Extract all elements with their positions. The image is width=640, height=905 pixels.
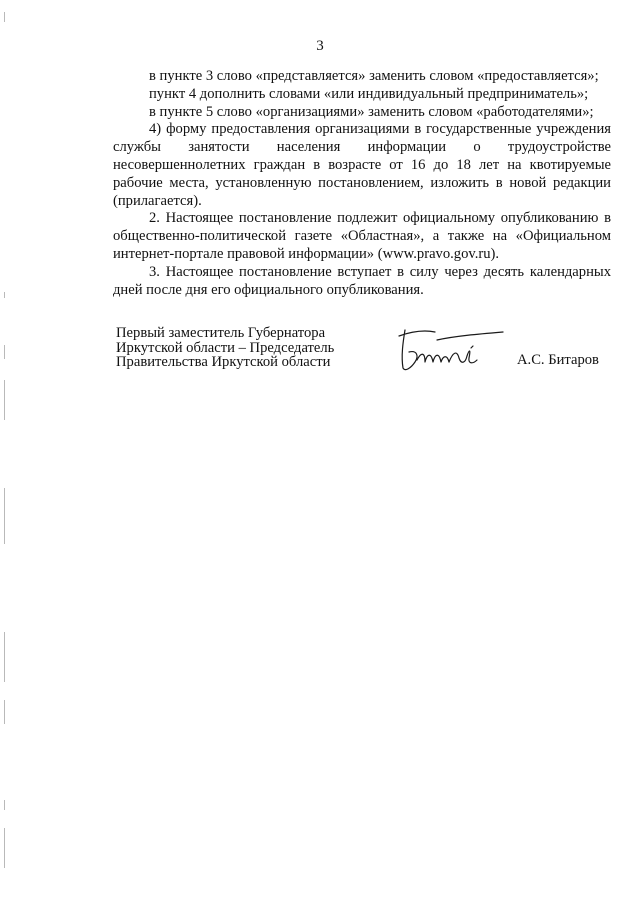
clause-3-effective-date: 3. Настоящее постановление вступает в силу через десять календарных дней после дня его официального опубликования.: [113, 263, 611, 298]
signatory-title: [116, 326, 334, 370]
signatory-name: А.С. Битаров: [517, 352, 599, 368]
signatory-title-line: Правительства Иркутской области: [116, 354, 331, 370]
amendment-item-5: в пункте 5 слово «организациями» заменить словом «работодателями»;: [149, 103, 594, 120]
document-body: [113, 68, 611, 299]
amendment-clause-4: 4) форму предоставления организациями в государственные учреждения службы занятости населения информации о трудоустройстве несовершеннолетних граждан в возрасте от 16 до 18 лет на квотируемые рабочие места, установленную постановлением, изложить в новой редакции (прилагается).: [113, 121, 611, 209]
scan-margin-marks: [0, 0, 12, 905]
handwritten-signature: [395, 322, 505, 374]
clause-2-publication: 2. Настоящее постановление подлежит официальному опубликованию в общественно-политической газете «Областная», а также на «Официальном интернет-портале правовой информации» (www.pravo.gov.ru).: [113, 210, 611, 262]
amendment-item-4: пункт 4 дополнить словами «или индивидуальный предприниматель»;: [149, 85, 589, 102]
signatory-title-line: Первый заместитель Губернатора: [116, 325, 326, 341]
amendment-item-3: в пункте 3 слово «представляется» заменить словом «предоставляется»;: [149, 68, 599, 84]
signatory-title-line: Иркутской области – Председатель: [116, 339, 335, 356]
page-number: 3: [316, 38, 324, 54]
